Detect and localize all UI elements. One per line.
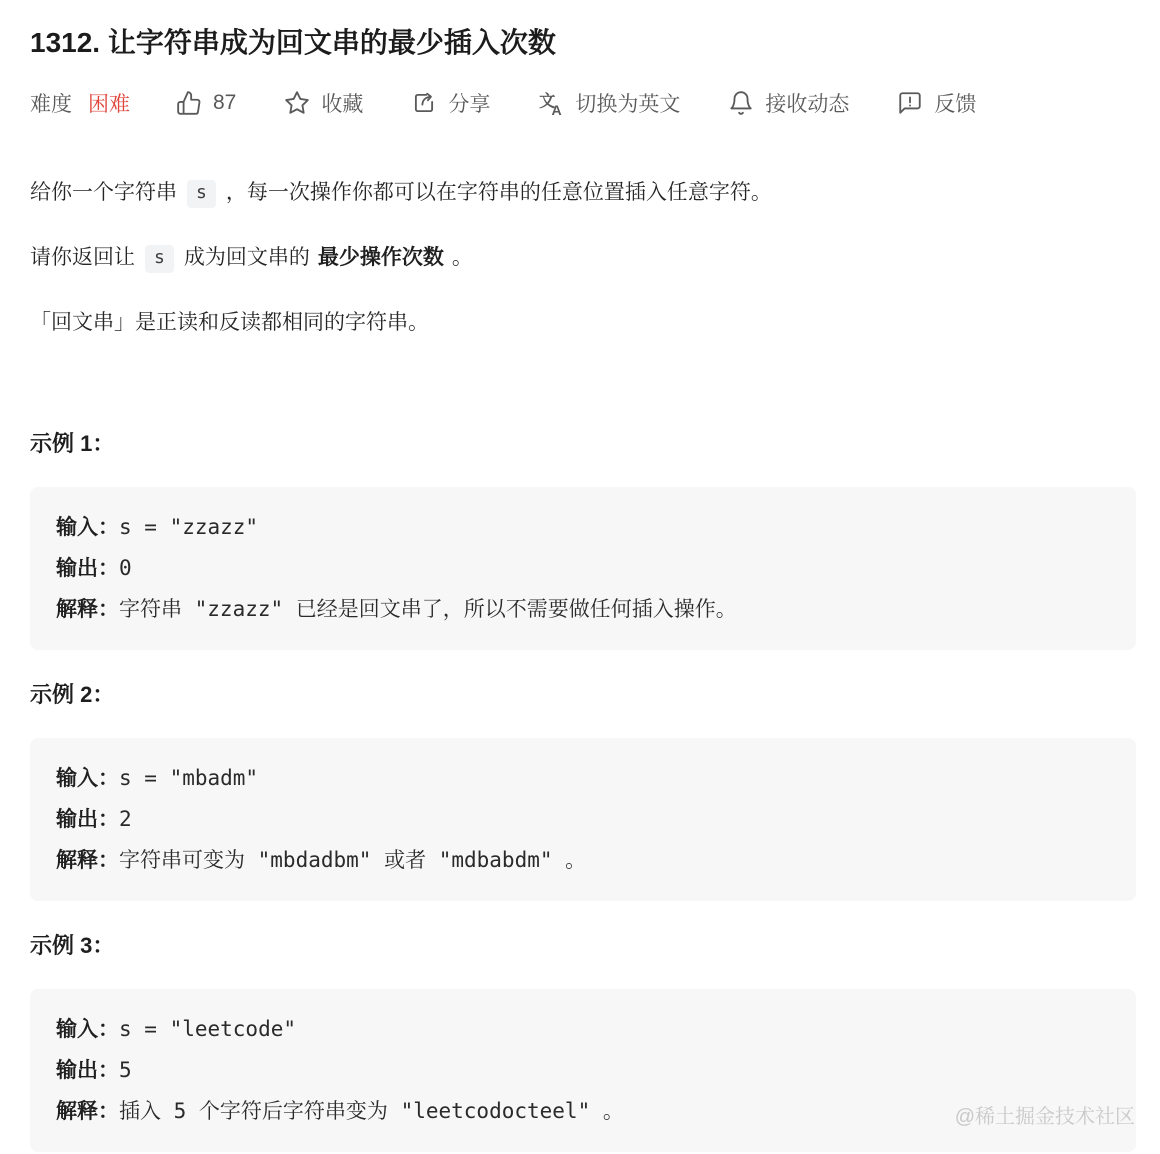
description-paragraph-3 <box>30 308 1136 338</box>
p1-text-after: ，每一次操作你都可以在字符串的任意位置插入任意字符。 <box>225 181 772 204</box>
difficulty-label: 难度 <box>30 93 72 116</box>
example-2-heading: 示例 2： <box>30 682 115 707</box>
translate-button[interactable] <box>538 88 680 118</box>
input-value: s = "mbadm" <box>119 766 259 790</box>
meta-bar <box>30 86 1136 120</box>
input-value: s = "zzazz" <box>119 515 259 539</box>
problem-title: 1312. 让字符串成为回文串的最少插入次数 <box>30 27 556 58</box>
translate-label: 切换为英文 <box>575 93 681 116</box>
inline-code-s-2: s <box>145 245 174 273</box>
difficulty-badge: 困难 <box>88 93 130 116</box>
translate-icon <box>538 90 564 116</box>
favorite-label: 收藏 <box>321 93 364 116</box>
example-3-explain-line <box>56 1091 1110 1132</box>
example-1-input-line <box>56 507 1110 548</box>
p3-text: 「回文串」是正读和反读都相同的字符串。 <box>30 311 429 334</box>
share-button[interactable] <box>411 88 490 118</box>
explain-value: 插入 5 个字符后字符串变为 "leetcodocteel" 。 <box>119 1099 624 1123</box>
svg-text:文: 文 <box>539 92 556 111</box>
input-label: 输入： <box>56 516 119 539</box>
example-1-block <box>30 487 1136 650</box>
output-value: 0 <box>119 556 132 580</box>
example-3-input-line <box>56 1009 1110 1050</box>
like-button[interactable] <box>176 90 236 116</box>
example-2-block <box>30 738 1136 901</box>
example-2-output-line <box>56 799 1110 840</box>
difficulty <box>30 88 130 118</box>
output-label: 输出： <box>56 557 119 580</box>
example-2-explain-line <box>56 840 1110 881</box>
description-examples-gap <box>30 373 1136 429</box>
description-paragraph-1 <box>30 178 1136 208</box>
explain-value: 字符串 "zzazz" 已经是回文串了，所以不需要做任何插入操作。 <box>119 597 737 621</box>
like-count: 87 <box>213 91 237 114</box>
output-value: 2 <box>119 807 132 831</box>
output-label: 输出： <box>56 808 119 831</box>
problem-description <box>30 178 1136 338</box>
example-2-input-line <box>56 758 1110 799</box>
input-label: 输入： <box>56 1018 119 1041</box>
share-label: 分享 <box>448 93 491 116</box>
inline-code-s: s <box>187 180 216 208</box>
example-3-heading: 示例 3： <box>30 933 115 958</box>
p2-text-mid: 成为回文串的 <box>183 246 310 269</box>
p2-bold-text: 最少操作次数 <box>317 246 444 269</box>
p1-text-before: 给你一个字符串 <box>30 181 177 204</box>
description-paragraph-2 <box>30 243 1136 273</box>
thumbs-up-icon <box>176 90 202 116</box>
example-3-output-line <box>56 1050 1110 1091</box>
feedback-button[interactable] <box>897 88 976 118</box>
explain-label: 解释： <box>56 849 119 872</box>
subscribe-button[interactable] <box>728 88 849 118</box>
svg-text:A: A <box>551 101 563 116</box>
p2-text-after: 。 <box>451 246 473 269</box>
input-label: 输入： <box>56 767 119 790</box>
watermark: @稀土掘金技术社区 <box>954 1106 1135 1128</box>
example-1-output-line <box>56 548 1110 589</box>
input-value: s = "leetcode" <box>119 1017 297 1041</box>
output-value: 5 <box>119 1058 132 1082</box>
feedback-label: 反馈 <box>934 93 977 116</box>
bell-icon <box>728 90 754 116</box>
favorite-button[interactable] <box>284 88 363 118</box>
example-1-explain-line <box>56 589 1110 630</box>
exclamation-bubble-icon <box>897 90 923 116</box>
explain-label: 解释： <box>56 1100 119 1123</box>
example-1-heading: 示例 1： <box>30 431 115 456</box>
share-icon <box>411 90 437 116</box>
star-icon <box>284 90 310 116</box>
p2-text-before: 请你返回让 <box>30 246 135 269</box>
output-label: 输出： <box>56 1059 119 1082</box>
explain-value: 字符串可变为 "mbdadbm" 或者 "mdbabdm" 。 <box>119 848 587 872</box>
subscribe-label: 接收动态 <box>765 93 850 116</box>
explain-label: 解释： <box>56 598 119 621</box>
